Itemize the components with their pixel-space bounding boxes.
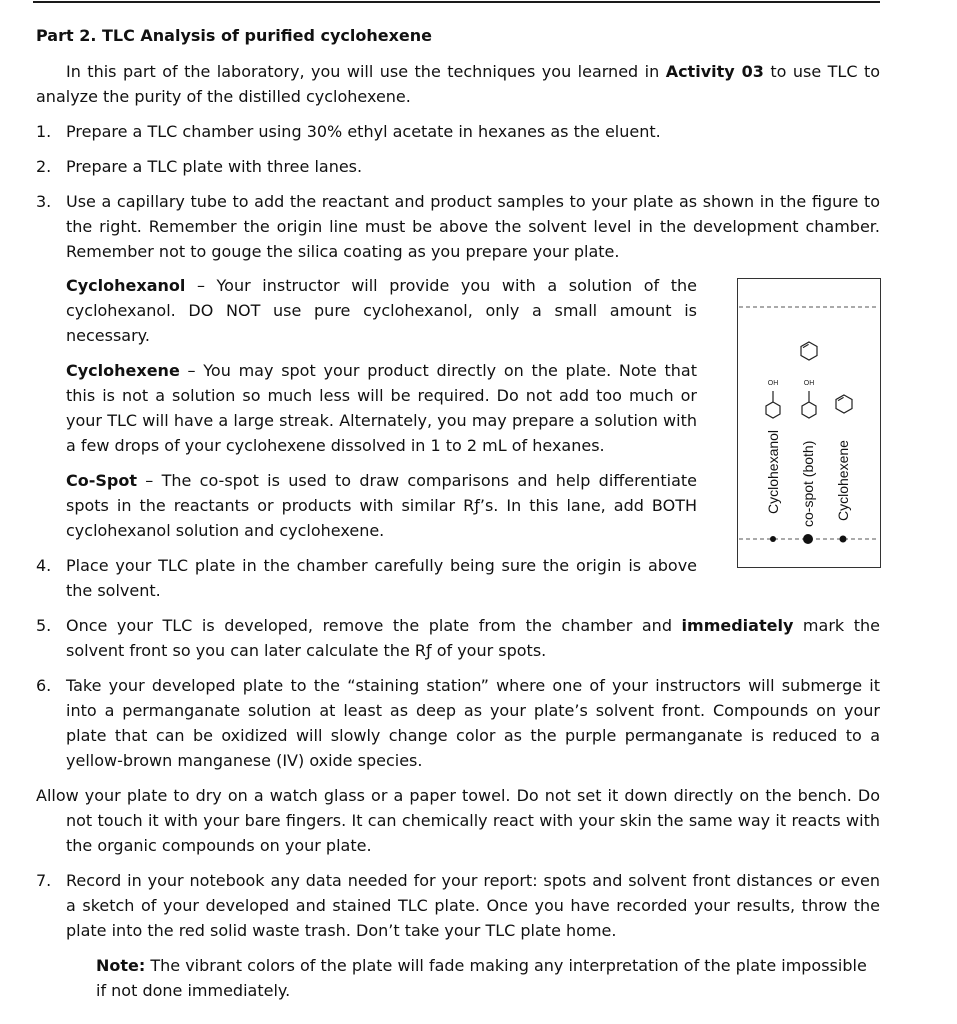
spot-cyclohexanol-origin [770,536,776,542]
activity-reference: Activity 03 [665,62,764,81]
top-rule [33,1,880,3]
step-3: 3. Use a capillary tube to add the reactant and product samples to your plate as shown in the figure to the right. Remember the origin line must be above the solvent level in the development chamber. Remember not to gouge the silica coating as you prepare your plate. [36,192,880,261]
lane-label-cyclohexene: Cyclohexene [835,440,851,521]
note-paragraph: Note: The vibrant colors of the plate will fade making any interpretation of the plate impossible if not done immediately. [96,956,867,1000]
spot-cospot-origin [803,534,813,544]
lane-label-cospot: co-spot (both) [800,440,816,527]
sample-cyclohexene: Cyclohexene – You may spot your product directly on the plate. Note that this is not a solution so much less will be required. Do not add too much or your TLC will have a large streak. Alternately, you may prepare a solution with a few drops of your cyclohexene dissolved in 1 to 2 mL of hexanes. [66,361,697,455]
step-5: 5. Once your TLC is developed, remove the plate from the chamber and immediately mark the solvent front so you can later calculate the Rƒ of your spots. [36,616,880,660]
section-heading: Part 2. TLC Analysis of purified cyclohexene [36,26,432,45]
lane-label-cyclohexanol: Cyclohexanol [765,429,781,514]
step-6: 6. Take your developed plate to the “staining station” where one of your instructors will submerge it into a permanganate solution at least as deep as your plate’s solvent front. Compounds on your plate that can be oxidized will slowly change color as the purple permanganate is reduced to a yellow-brown manganese (IV) oxide species. [36,676,880,770]
sample-cospot: Co-Spot – The co-spot is used to draw comparisons and help differentiate spots in the reactants or products with similar Rƒ’s. In this lane, add BOTH cyclohexanol solution and cyclohexene. [66,471,697,540]
step-4: 4. Place your TLC plate in the chamber carefully being sure the origin is above the solvent. [36,556,697,600]
step-7: 7. Record in your notebook any data needed for your report: spots and solvent front distances or even a sketch of your developed and stained TLC plate. Once you have recorded your results, throw the plate into the red solid waste trash. Don’t take your TLC plate home. [36,871,880,940]
oh-label: OH [803,380,815,387]
step-2: 2. Prepare a TLC plate with three lanes. [36,157,363,176]
intro-paragraph: In this part of the laboratory, you will use the techniques you learned in Activity 03 to use TLC to analyze the purity of the distilled cyclohexene. [36,62,881,106]
sample-cyclohexanol: Cyclohexanol – Your instructor will provide you with a solution of the cyclohexanol. DO NOT use pure cyclohexanol, only a small amount is necessary. [66,276,697,345]
oh-label: OH [767,380,779,387]
step-1: 1. Prepare a TLC chamber using 30% ethyl acetate in hexanes as the eluent. [36,122,661,141]
tlc-plate-figure [737,278,881,568]
spot-cyclohexene-origin [840,536,847,543]
allow-dry-paragraph: Allow your plate to dry on a watch glass or a paper towel. Do not set it down directly on the bench. Do not touch it with your bare fingers. It can chemically react with your skin the same way it reacts with the organic compounds on your plate. [36,786,880,855]
